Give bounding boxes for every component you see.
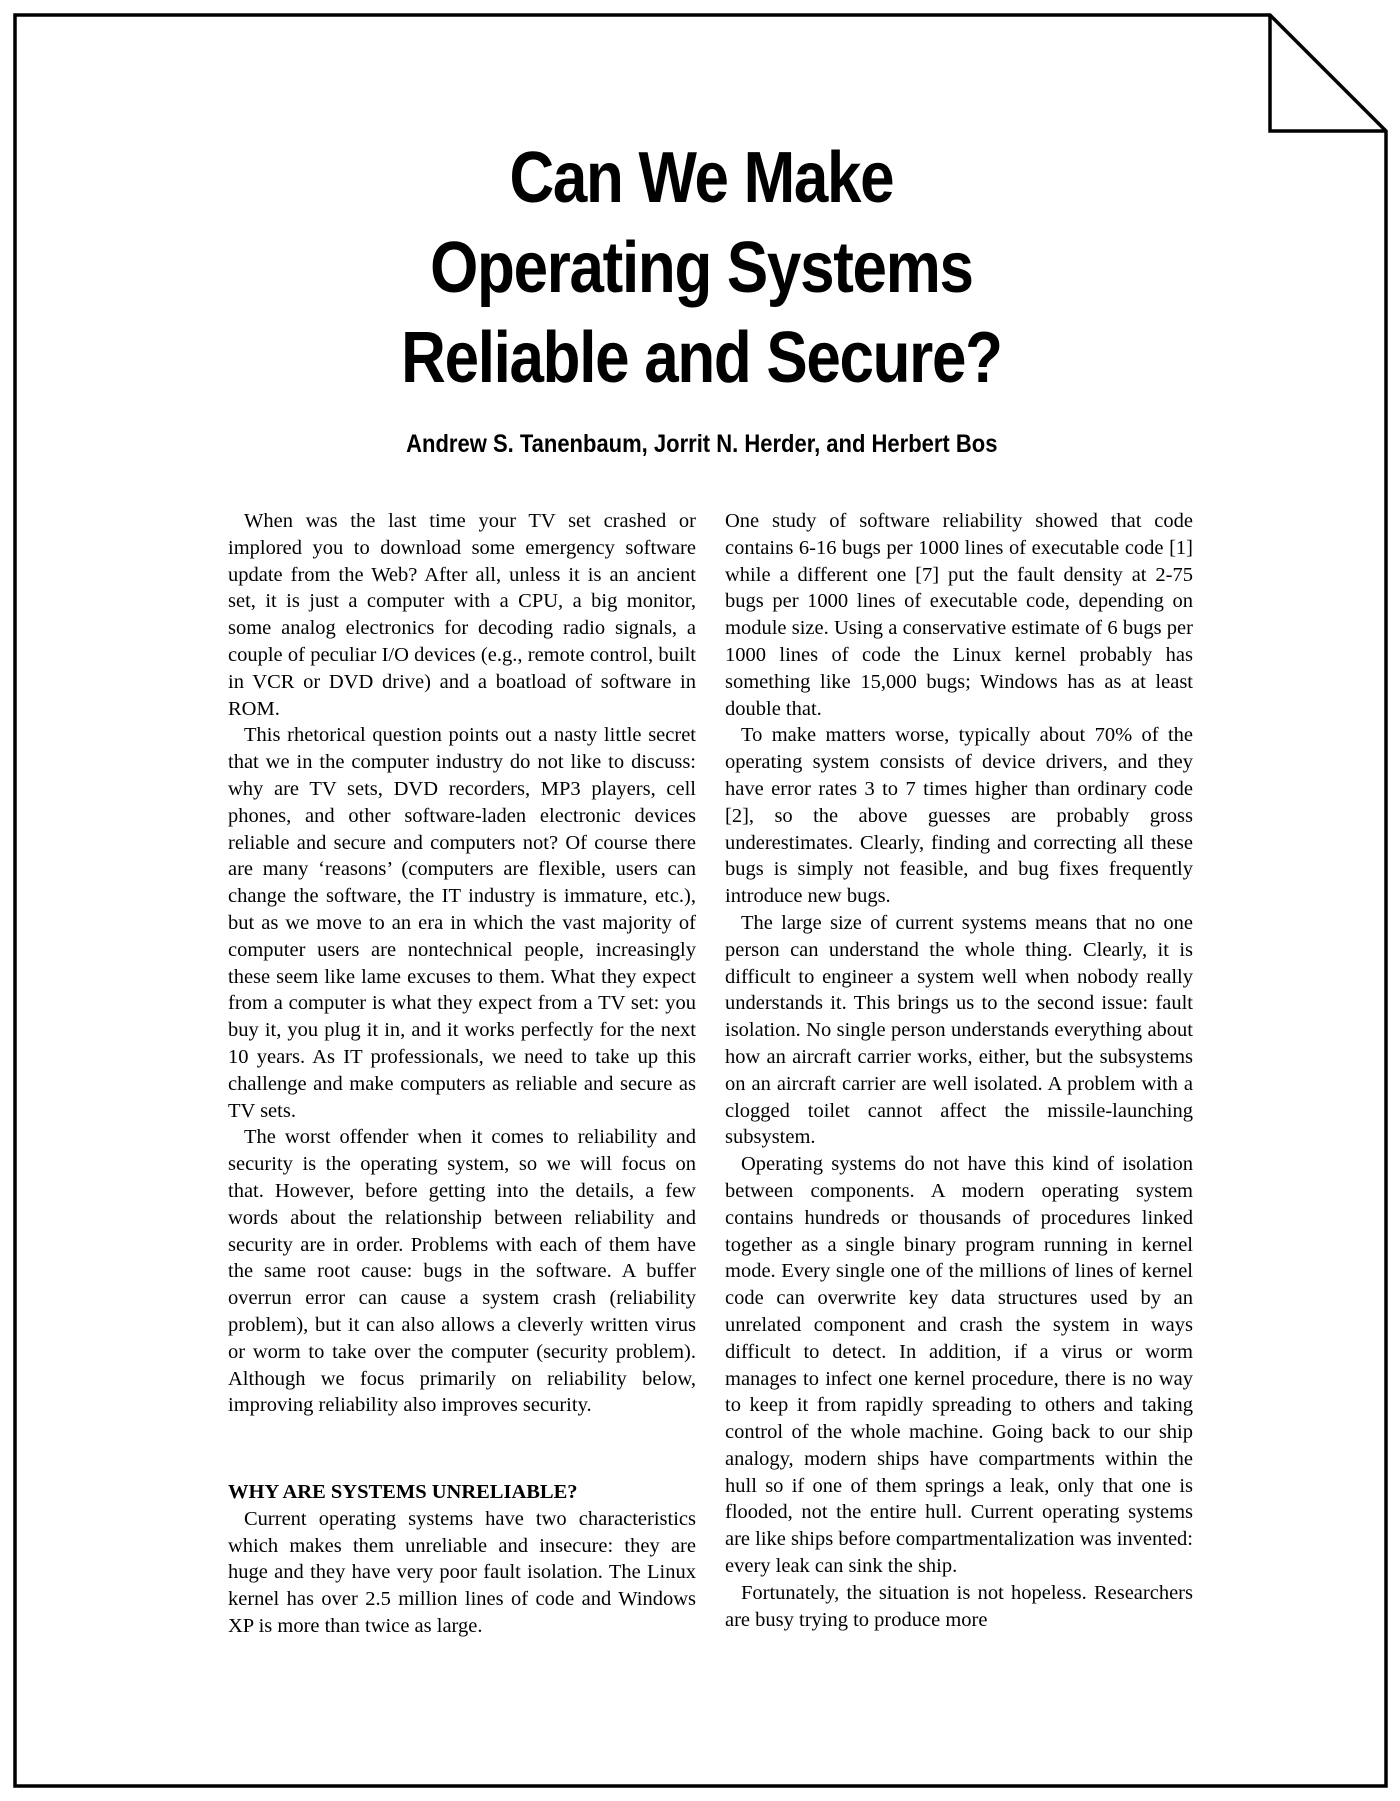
body-paragraph: Fortunately, the situation is not hopeless. Researchers are busy trying to produce more (725, 1581, 1193, 1631)
left-column (228, 508, 696, 1640)
body-paragraph: Operating systems do not have this kind of isolation between components. A modern operating system contains hundreds or thousands of procedures linked together as a single binary program running in kernel mode. Every single one of the millions of lines of kernel code can overwrite key data structures used by an unrelated component and crash the system in ways difficult to detect. In addition, if a virus or worm manages to infect one kernel procedure, there is no way to keep it from rapidly spreading to others and taking control of the whole machine. Going back to our ship analogy, modern ships have compartments within the hull so if one of them springs a leak, only that one is flooded, not the entire hull. Current operating systems are like ships before compartmentalization was invented: every leak can sink the ship. (725, 1153, 1193, 1578)
title-line: Reliable and Secure? (401, 318, 1002, 398)
section-heading: WHY ARE SYSTEMS UNRELIABLE? (228, 1481, 578, 1504)
body-paragraph: To make matters worse, typically about 70% of the operating system consists of device drivers, and they have error rates 3 to 7 times higher than ordinary code [2], so the above guesses are probably gross underestimates. Clearly, finding and correcting all these bugs is simply not feasible, and bug fixes frequently introduce new bugs. (725, 724, 1193, 908)
body-paragraph: This rhetorical question points out a nasty little secret that we in the computer industry do not like to discuss: why are TV sets, DVD recorders, MP3 players, cell phones, and other software-laden electronic devices reliable and secure and computers not? Of course there are many ‘reasons’ (computers are flexible, users can change the software, the IT industry is immature, etc.), but as we move to an era in which the vast majority of computer users are nontechnical people, increasingly these seem like lame excuses to them. What they expect from a computer is what they expect from a TV set: you buy it, you plug it in, and it works perfectly for the next 10 years. As IT professionals, we need to take up this challenge and make computers as reliable and secure as TV sets. (228, 724, 696, 1122)
body-paragraph: When was the last time your TV set crashed or implored you to download some emergency software update from the Web? After all, unless it is an ancient set, it is just a computer with a CPU, a big monitor, some analog electronics for decoding radio signals, a couple of peculiar I/O devices (e.g., remote control, built in VCR or DVD drive) and a boatload of software in ROM. (228, 510, 696, 720)
body-paragraph: The worst offender when it comes to reliability and security is the operating system, so we will focus on that. However, before getting into the details, a few words about the relationship between reliability and security are in order. Problems with each of them have the same root cause: bugs in the software. A buffer overrun error can cause a system crash (reliability problem), but it can also allows a cleverly written virus or worm to take over the computer (security problem). Although we focus primarily on reliability below, improving reliability also improves security. (228, 1126, 696, 1417)
title-line: Operating Systems (430, 228, 973, 308)
body-paragraph: One study of software reliability showed that code contains 6-16 bugs per 1000 lines of executable code [1] while a different one [7] put the fault density at 2-75 bugs per 1000 lines of executable code, depending on module size. Using a conservative estimate of 6 bugs per 1000 lines of code the Linux kernel probably has something like 15,000 bugs; Windows has as at least double that. (725, 510, 1193, 720)
paper-title (99, 133, 1303, 403)
body-paragraph: The large size of current systems means that no one person can understand the whole thing. Clearly, it is difficult to engineer a system well when nobody really understands it. This brings us to the second issue: fault isolation. No single person understands everything about how an aircraft carrier works, either, but the subsystems on an aircraft carrier are well isolated. A problem with a clogged toilet cannot affect the missile-launching subsystem. (725, 911, 1193, 1149)
title-line: Can We Make (509, 138, 894, 218)
body-paragraph: Current operating systems have two characteristics which makes them unreliable and insecure: they are huge and they have very poor fault isolation. The Linux kernel has over 2.5 million lines of code and Windows XP is more than twice as large. (228, 1507, 696, 1638)
author-list: Andrew S. Tanenbaum, Jorrit N. Herder, and Herbert Bos (406, 430, 998, 458)
right-column (725, 508, 1193, 1633)
